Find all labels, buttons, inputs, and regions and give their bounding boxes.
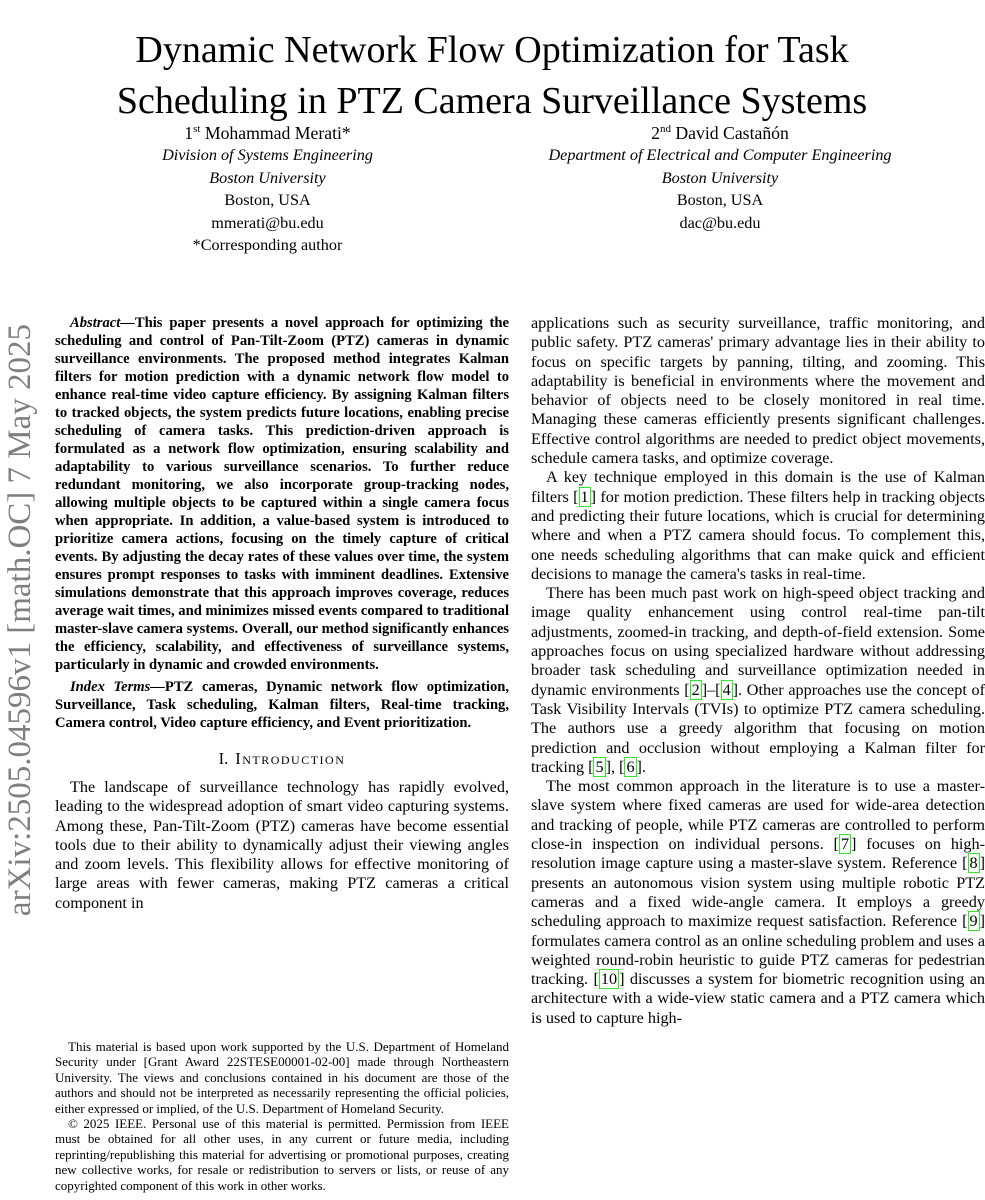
citation-ref[interactable]: 10 (600, 970, 618, 989)
author-university: Boston University (209, 168, 326, 187)
author-block-2 (490, 118, 950, 234)
funding-footnote: This material is based upon work supported by the U.S. Department of Homeland Security under [Grant Award 22STESE00001-02-00] made through Northeastern University. The views and conclusions contained in his document are those of the authors and should not be interpreted as necessarily representing the official policies, either expressed or implied, of the U.S. Department of Homeland Security. (55, 1038, 509, 1116)
abstract-text: This paper presents a novel approach for optimizing the scheduling and control of Pan-Tilt-Zoom (PTZ) cameras in dynamic surveillance environments. The proposed method integrates Kalman filters for motion prediction with a dynamic network flow model to enhance real-time video capture efficiency. By assigning Kalman filters to tracked objects, the system predicts future locations, enabling precise scheduling of camera tasks. This prediction-driven approach is formulated as a network flow optimization, ensuring scalability and adaptability to various surveillance scenarios. To further reduce redundant monitoring, we also incorporate group-tracking nodes, allowing multiple objects to be captured within a single camera focus when appropriate. In addition, a value-based system is introduced to prioritize camera actions, focusing on the timely capture of critical events. By adjusting the decay rates of these values over time, the system ensures prompt responses to tasks with imminent deadlines. Extensive simulations demonstrate that this approach improves coverage, reduces average wait times, and minimizes missed events compared to traditional master-slave camera systems. Overall, our method significantly enhances the efficiency, scalability, and effectiveness of surveillance systems, particularly in dynamic and crowded environments. (55, 315, 509, 673)
author-fullname: Mohammad Merati* (204, 122, 351, 143)
author-location: Boston, USA (224, 191, 311, 210)
index-terms-paragraph (55, 678, 509, 732)
citation-ref[interactable]: 5 (595, 757, 604, 776)
index-terms-text: PTZ cameras, Dynamic network flow optimization, Surveillance, Task scheduling, Kalman filters, Real-time tracking, Camera control, Video capture efficiency, and Event prioritization. (55, 679, 510, 731)
citation-ref[interactable]: 9 (969, 912, 978, 931)
section-title: Introduction (235, 749, 346, 768)
footnotes (55, 1039, 509, 1196)
arxiv-watermark: arXiv:2505.04596v1 [math.OC] 7 May 2025 (2, 323, 38, 917)
body-paragraph: applications such as security surveillance, traffic monitoring, and public safety. PTZ cameras' primary advantage lies in their ability to focus on specific targets by panning, tilting, and zooming. This adaptability is beneficial in environments where the movement and behavior of objects need to be closely monitored in real time. Managing these cameras efficiently presents significant challenges. Effective control algorithms are needed to predict object movements, schedule camera tasks, and optimize coverage. (531, 314, 985, 468)
author-name (45, 118, 490, 144)
body-paragraph: A key technique employed in this domain is the use of Kalman filters [ 1 ] for motion prediction. These filters help in tracking objects and predicting their future locations, which is crucial for determining where and when a PTZ camera should focus. To complement this, one needs scheduling algorithms that can make quick and efficient decisions to manage the camera's tasks in real-time. (531, 468, 985, 583)
author-university: Boston University (661, 168, 779, 187)
copyright-footnote: © 2025 IEEE. Personal use of this material is permitted. Permission from IEEE must be obtained for all other uses, in any current or future media, including reprinting/republishing this material for advertising or promotional purposes, creating new collective works, for resale or redistribution to servers or lists, or reuse of any copyrighted component of this work in other works. (55, 1115, 509, 1193)
citation-ref[interactable]: 6 (626, 757, 635, 776)
body-paragraph: The most common approach in the literature is to use a master-slave system where fixed cameras are used for wide-area detection and tracking of people, while PTZ cameras are controlled to perform close-in inspection on individual persons. [ 7 ] focuses on high-resolution image capture using a master-slave system. Reference [ 8 ] presents an autonomous vision system using multiple robotic PTZ cameras and a fixed wide-angle camera. It employs a greedy scheduling approach to maximize request satisfaction. Reference [ 9 ] formulates camera control as an online scheduling problem and uses a weighted round-robin heuristic to guide PTZ cameras for pedestrian tracking. [ 10 ] discusses a system for biometric recognition using an architecture with a wide-view static camera and a PTZ camera which is used to capture high- (531, 777, 985, 1027)
author-department: Division of Systems Engineering (162, 146, 373, 165)
index-terms-label: Index Terms— (70, 679, 165, 695)
body-paragraph: There has been much past work on high-speed object tracking and image quality enhancement using control real-time pan-tilt adjustments, zoomed-in tracking, and depth-of-field extension. Some approaches focus on using specialized hardware without addressing broader task scheduling and surveillance optimization needed in dynamic environments [ 2 ]–[ 4 ]. Other approaches use the concept of Task Visibility Intervals (TVIs) to optimize PTZ camera scheduling. The authors use a greedy algorithm that focusing on motion prediction and occlusion without employing a Kalman filter for tracking [ 5 ], [ 6 ]. (531, 584, 985, 776)
author-order-suffix: st (193, 123, 201, 135)
author-location: Boston, USA (676, 191, 764, 210)
author-email: dac@bu.edu (679, 213, 761, 232)
abstract-paragraph (55, 314, 509, 674)
intro-paragraph: The landscape of surveillance technology has rapidly evolved, leading to the widespread adoption of smart video capturing systems. Among these, Pan-Tilt-Zoom (PTZ) cameras have become essential tools due to their ability to dynamically adjust their viewing angles and zoom levels. This flexibility allows for effective monitoring of large areas with fewer cameras, making PTZ cameras a critical component in (55, 778, 509, 912)
abstract-label: Abstract— (70, 315, 135, 331)
author-order-suffix: nd (659, 123, 671, 135)
citation-ref[interactable]: 2 (691, 680, 700, 699)
citation-ref[interactable]: 7 (840, 835, 850, 854)
citation-ref[interactable]: 1 (580, 487, 589, 506)
citation-ref[interactable]: 4 (722, 680, 731, 699)
author-email: mmerati@bu.edu (211, 213, 324, 232)
corresponding-author-note: *Corresponding author (192, 236, 343, 255)
author-fullname: David Castañón (675, 122, 789, 143)
right-column (531, 314, 985, 1196)
author-order: 1 (184, 122, 194, 143)
author-block-1 (45, 118, 490, 257)
paper-title: Dynamic Network Flow Optimization for Task Scheduling in PTZ Camera Surveillance Systems (116, 29, 868, 122)
left-column (55, 314, 509, 1196)
section-heading-introduction (55, 749, 509, 769)
section-number: I. (218, 749, 229, 768)
author-order: 2 (651, 122, 660, 143)
author-department: Department of Electrical and Computer Engineering (548, 146, 892, 165)
citation-ref[interactable]: 8 (969, 854, 978, 873)
author-name (490, 118, 950, 144)
